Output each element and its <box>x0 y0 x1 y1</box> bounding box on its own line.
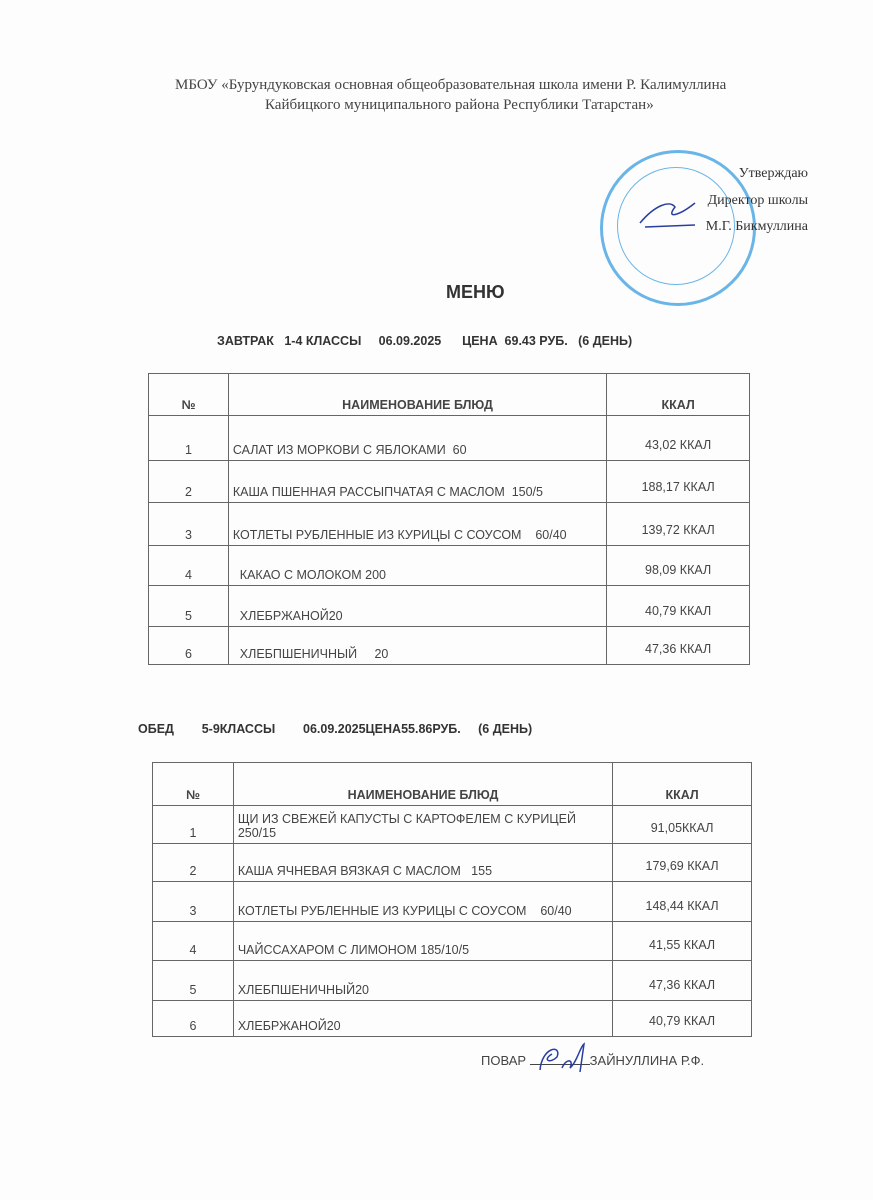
cook-role: ПОВАР <box>481 1053 527 1068</box>
kcal-value: 91,05ККАЛ <box>613 806 752 844</box>
row-number: 2 <box>149 461 229 503</box>
col-dish: НАИМЕНОВАНИЕ БЛЮД <box>233 763 612 806</box>
table-row <box>153 922 752 961</box>
table-row <box>149 416 750 461</box>
col-dish: НАИМЕНОВАНИЕ БЛЮД <box>228 374 606 416</box>
dish-name: ХЛЕБПШЕНИЧНЫЙ 20 <box>228 627 606 665</box>
dish-name: ЧАЙССАХАРОМ С ЛИМОНОМ 185/10/5 <box>233 922 612 961</box>
table-row <box>153 844 752 882</box>
lunch-caption: ОБЕД 5-9КЛАССЫ 06.09.2025ЦЕНА55.86РУБ. (6 ДЕНЬ) <box>138 722 533 736</box>
row-number: 6 <box>153 1001 234 1037</box>
cook-name: ЗАЙНУЛЛИНА Р.Ф. <box>589 1053 705 1068</box>
row-number: 3 <box>153 882 234 922</box>
col-kcal: ККАЛ <box>613 763 752 806</box>
row-number: 4 <box>149 546 229 586</box>
col-number: № <box>149 374 229 416</box>
col-kcal: ККАЛ <box>607 374 750 416</box>
cook-signature-line <box>481 1053 704 1068</box>
dish-name: КАША ПШЕННАЯ РАССЫПЧАТАЯ С МАСЛОМ 150/5 <box>228 461 606 503</box>
director-signature <box>635 195 705 230</box>
row-number: 2 <box>153 844 234 882</box>
row-number: 1 <box>153 806 234 844</box>
approval-label: Утверждаю <box>738 166 808 181</box>
table-row <box>149 586 750 627</box>
kcal-value: 188,17 ККАЛ <box>607 461 750 503</box>
approval-position: Директор школы <box>707 193 808 208</box>
dish-name: КАША ЯЧНЕВАЯ ВЯЗКАЯ С МАСЛОМ 155 <box>233 844 612 882</box>
kcal-value: 47,36 ККАЛ <box>613 961 752 1001</box>
table-header-row <box>149 374 750 416</box>
cook-signature <box>530 1064 590 1065</box>
dish-name: КАКАО С МОЛОКОМ 200 <box>228 546 606 586</box>
breakfast-table <box>148 373 750 665</box>
row-number: 3 <box>149 503 229 546</box>
table-row <box>153 961 752 1001</box>
school-name-line1: МБОУ «Бурундуковская основная общеобразовательная школа имени Р. Калимуллина <box>175 77 727 93</box>
dish-name: КОТЛЕТЫ РУБЛЕННЫЕ ИЗ КУРИЦЫ С СОУСОМ 60/40 <box>228 503 606 546</box>
page-title: МЕНЮ <box>446 282 505 302</box>
kcal-value: 98,09 ККАЛ <box>607 546 750 586</box>
table-header-row <box>153 763 752 806</box>
school-name-line2: Кайбицкого муниципального района Республики Татарстан» <box>265 97 654 113</box>
kcal-value: 40,79 ККАЛ <box>607 586 750 627</box>
table-row <box>149 546 750 586</box>
approval-name: М.Г. Бикмуллина <box>705 219 808 234</box>
table-row <box>153 882 752 922</box>
dish-name: ХЛЕБРЖАНОЙ20 <box>228 586 606 627</box>
dish-name: КОТЛЕТЫ РУБЛЕННЫЕ ИЗ КУРИЦЫ С СОУСОМ 60/40 <box>233 882 612 922</box>
kcal-value: 148,44 ККАЛ <box>613 882 752 922</box>
dish-name: САЛАТ ИЗ МОРКОВИ С ЯБЛОКАМИ 60 <box>228 416 606 461</box>
row-number: 6 <box>149 627 229 665</box>
kcal-value: 179,69 ККАЛ <box>613 844 752 882</box>
kcal-value: 139,72 ККАЛ <box>607 503 750 546</box>
dish-name: ХЛЕБПШЕНИЧНЫЙ20 <box>233 961 612 1001</box>
table-row <box>149 627 750 665</box>
row-number: 4 <box>153 922 234 961</box>
kcal-value: 43,02 ККАЛ <box>607 416 750 461</box>
breakfast-caption: ЗАВТРАК 1-4 КЛАССЫ 06.09.2025 ЦЕНА 69.43 РУБ. (6 ДЕНЬ) <box>217 334 633 348</box>
row-number: 5 <box>149 586 229 627</box>
table-row <box>153 806 752 844</box>
row-number: 5 <box>153 961 234 1001</box>
kcal-value: 41,55 ККАЛ <box>613 922 752 961</box>
kcal-value: 47,36 ККАЛ <box>607 627 750 665</box>
table-row <box>149 503 750 546</box>
col-number: № <box>153 763 234 806</box>
lunch-table <box>152 762 752 1037</box>
row-number: 1 <box>149 416 229 461</box>
table-row <box>153 1001 752 1037</box>
table-row <box>149 461 750 503</box>
dish-name: ЩИ ИЗ СВЕЖЕЙ КАПУСТЫ С КАРТОФЕЛЕМ С КУРИЦЕЙ 250/15 <box>233 806 612 844</box>
dish-name: ХЛЕБРЖАНОЙ20 <box>233 1001 612 1037</box>
kcal-value: 40,79 ККАЛ <box>613 1001 752 1037</box>
